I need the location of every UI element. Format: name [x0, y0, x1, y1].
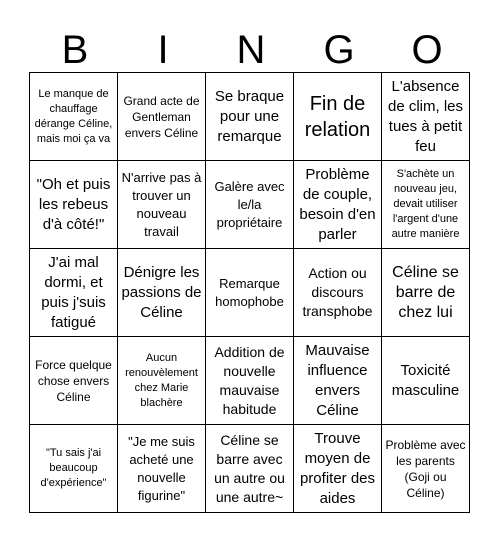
cell-text: Céline se barre de chez lui — [392, 263, 459, 321]
cell-text: Remarque homophobe — [215, 275, 284, 309]
cell-text: Dénigre les passions de Céline — [121, 263, 202, 321]
bingo-cell-r3-c1[interactable] — [30, 249, 118, 337]
bingo-cell-r1-c1[interactable] — [30, 73, 118, 161]
bingo-cell-r1-c4[interactable] — [294, 73, 382, 161]
cell-text: S'achète un nouveau jeu, devait utiliser l'argent d'une autre manière — [391, 168, 460, 240]
bingo-cell-r4-c4[interactable] — [294, 337, 382, 425]
header-letter-b: B — [61, 28, 89, 72]
cell-text: J'ai mal dormi, et puis j'suis fatigué — [41, 253, 106, 331]
cell-text: Mauvaise influence envers Céline — [305, 341, 370, 419]
bingo-cell-r2-c3[interactable] — [206, 161, 294, 249]
bingo-cell-r4-c5[interactable] — [382, 337, 470, 425]
bingo-cell-r3-c5[interactable] — [382, 249, 470, 337]
cell-text: Grand acte de Gentleman envers Céline — [123, 93, 200, 140]
bingo-cell-r1-c2[interactable] — [118, 73, 206, 161]
cell-text: Problème avec les parents (Goji ou Céline) — [385, 437, 466, 500]
bingo-cell-r5-c3[interactable] — [206, 425, 294, 513]
bingo-cell-r5-c2[interactable] — [118, 425, 206, 513]
cell-text: "Oh et puis les rebeus d'à côté!" — [36, 175, 111, 233]
cell-text: N'arrive pas à trouver un nouveau travail — [121, 169, 202, 239]
cell-text: Galère avec le/la propriétaire — [214, 178, 285, 230]
bingo-cell-r4-c3[interactable] — [206, 337, 294, 425]
bingo-grid — [29, 72, 470, 513]
cell-text: Toxicité masculine — [391, 361, 460, 399]
header-letter-g: G — [323, 28, 355, 72]
bingo-header — [31, 28, 471, 73]
header-letter-n: N — [236, 28, 266, 72]
cell-text: Le manque de chauffage dérange Céline, mais moi ça va — [34, 87, 113, 145]
bingo-cell-r3-c2[interactable] — [118, 249, 206, 337]
bingo-cell-r1-c5[interactable] — [382, 73, 470, 161]
cell-text: Céline se barre avec un autre ou une autre~ — [214, 431, 285, 505]
header-letter-o: O — [411, 28, 443, 72]
cell-text: "Je me suis acheté une nouvelle figurine" — [128, 433, 195, 503]
cell-text: "Tu sais j'ai beaucoup d'expérience" — [40, 447, 107, 489]
bingo-cell-r2-c2[interactable] — [118, 161, 206, 249]
cell-text: Aucun renouvèlement chez Marie blachère — [125, 351, 198, 409]
bingo-cell-r1-c3[interactable] — [206, 73, 294, 161]
header-letter-i: I — [157, 28, 169, 72]
cell-text: Force quelque chose envers Céline — [35, 357, 112, 404]
cell-text: Problème de couple, besoin d'en parler — [299, 165, 376, 243]
bingo-cell-r2-c4[interactable] — [294, 161, 382, 249]
bingo-cell-r3-c4[interactable] — [294, 249, 382, 337]
cell-text: Fin de relation — [304, 92, 371, 141]
bingo-cell-r2-c5[interactable] — [382, 161, 470, 249]
bingo-cell-r5-c5[interactable] — [382, 425, 470, 513]
bingo-cell-r5-c1[interactable] — [30, 425, 118, 513]
cell-text: Trouve moyen de profiter des aides — [299, 429, 376, 507]
bingo-cell-r4-c1[interactable] — [30, 337, 118, 425]
bingo-cell-r5-c4[interactable] — [294, 425, 382, 513]
cell-text: L'absence de clim, les tues à petit feu — [387, 77, 464, 155]
cell-text: Action ou discours transphobe — [302, 265, 373, 319]
bingo-cell-r4-c2[interactable] — [118, 337, 206, 425]
bingo-cell-r3-c3[interactable] — [206, 249, 294, 337]
bingo-cell-r2-c1[interactable] — [30, 161, 118, 249]
cell-text: Se braque pour une remarque — [214, 87, 285, 145]
cell-text: Addition de nouvelle mauvaise habitude — [214, 343, 285, 417]
